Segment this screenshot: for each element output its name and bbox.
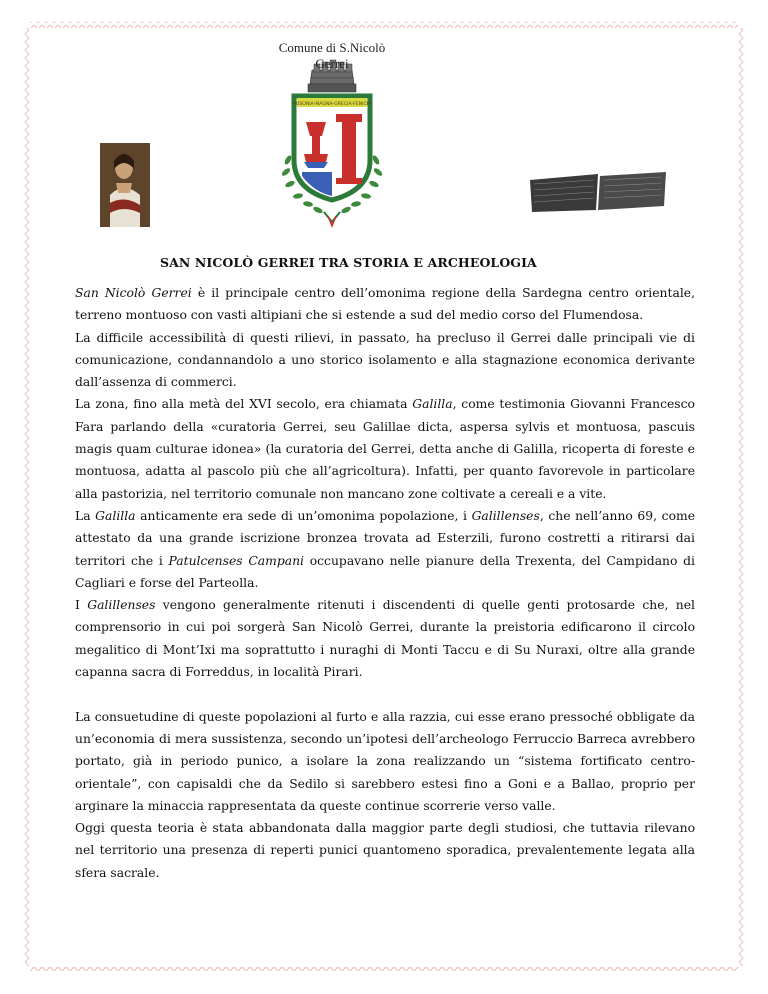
paragraph-6: La consuetudine di queste popolazioni al furto e alla razzia, cui esse erano pressoché obbligate da un’economia di mera sussistenza, secondo un’ipotesi dell’archeologo Ferruccio Barreca avrebbero portato, già in periodo punico, a isolare la zona realizzando un “sistema fortificato centro-orientale”, con capisaldi che da Sedilo si sarebbero estesi fino a Goni e a Ballao, proprio per arginare la minaccia rappresentata da queste continue scorrerie verso valle. — [75, 709, 695, 813]
paragraph-3: La zona, fino alla metà del XVI secolo, era chiamata Galilla, come testimonia Giovanni Francesco Fara parlando della «curatoria Gerrei, seu Galillae dicta, aspersa sylvis et montuosa, pascuis magis quam culturae idonea» (la curatoria del Gerrei, detta anche di Galilla, ricoperta di foreste e montuosa, adatta al pascolo più che all’agricoltura). Infatti, per quanto favorevole in particolare alla pastorizia, nel territorio comunale non mancano zone coltivate a cereali e a vite. — [75, 397, 695, 501]
page-heading: SAN NICOLÒ GERREI TRA STORIA E ARCHEOLOGIA — [160, 255, 537, 270]
municipal-crest — [262, 40, 402, 236]
paragraph-5: I Galillenses vengono generalmente ritenuti i discendenti di quelle genti protosarde che, nel comprensorio in cui poi sorgerà San Nicolò Gerrei, durante la preistoria edificarono il circolo megalitico di Mont’Ixi ma soprattutto i nuraghi di Monti Taccu e di Su Nuraxi, oltre alla grande capanna sacra di Forreddus, in località Pirari. — [75, 598, 695, 680]
bronze-inscription-image — [526, 170, 669, 215]
portrait-painting — [100, 143, 150, 227]
paragraph-2: La difficile accessibilità di questi rilievi, in passato, ha precluso il Gerrei dalle principali vie di comunicazione, condannandolo a uno storico isolamento e alla stagnazione economica derivante dall’assenza di commerci. — [75, 330, 695, 390]
crest-band-text: AUSONIA-MAGNA-GRECIA-FENICIA — [292, 102, 372, 107]
body-text — [75, 282, 695, 884]
paragraph-4: La Galilla anticamente era sede di un’omonima popolazione, i Galillenses, che nell’anno 69, come attestato da una grande iscrizione bronzea trovata ad Esterzili, furono costretti a ritirarsi dai territori che i Patulcenses Campani occupavano nelle pianure della Trexenta, del Campidano di Cagliari e forse del Parteolla. — [75, 508, 696, 590]
crest-title: Comune di S.Nicolò Gerrei — [278, 40, 386, 71]
paragraph-7: Oggi questa teoria è stata abbandonata dalla maggior parte degli studiosi, che tuttavia rilevano nel territorio una presenza di reperti punici quantomeno sporadica, prevalentemente legata alla sfera sacrale. — [75, 821, 695, 880]
paragraph-1: San Nicolò Gerrei è il principale centro dell’omonima regione della Sardegna centro orientale, terreno montuoso con vasti altipiani che si estende a sud del medio corso del Flumendosa. — [75, 286, 696, 323]
